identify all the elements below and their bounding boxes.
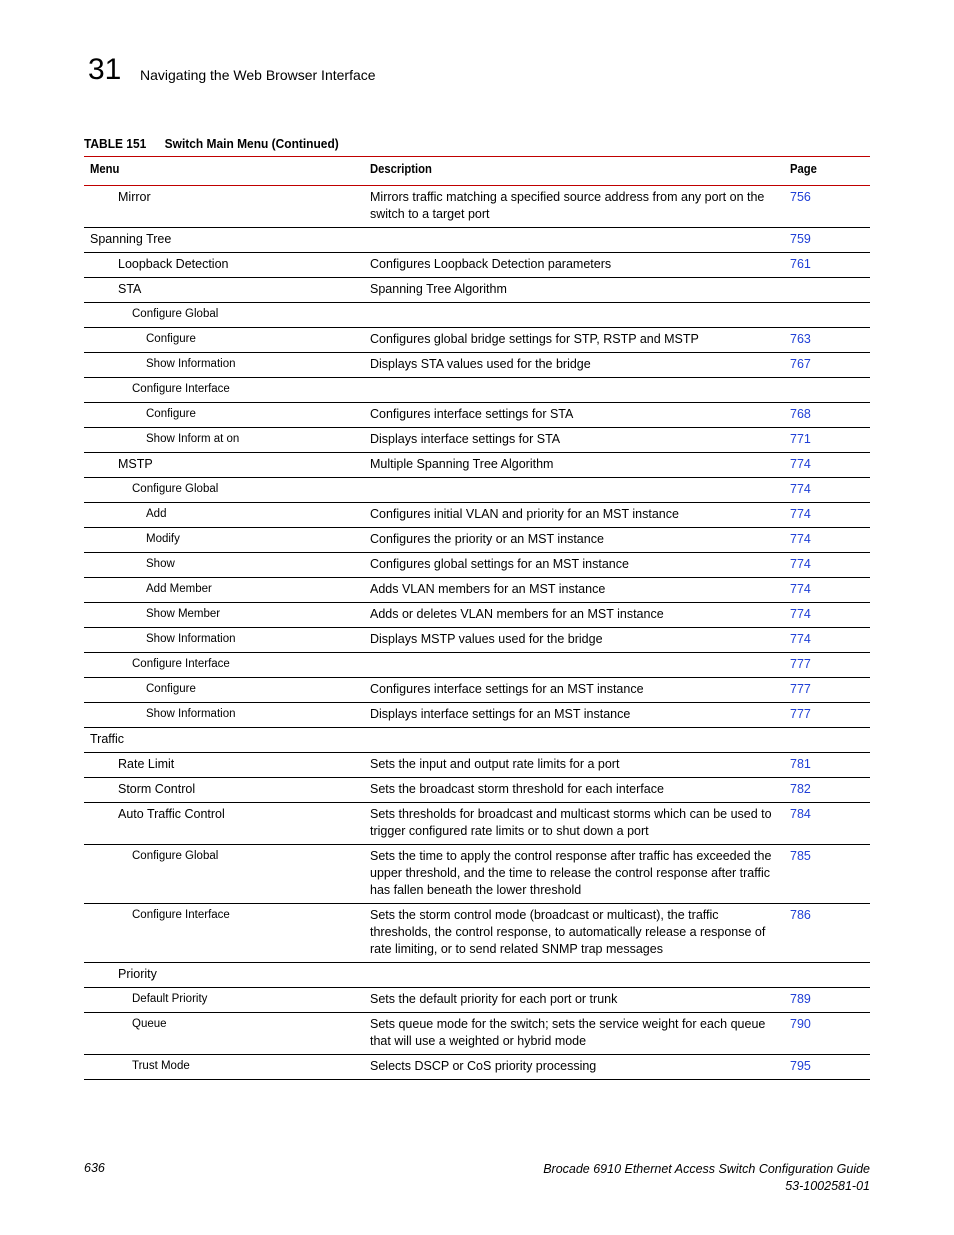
page-link-cell[interactable]: 774	[790, 482, 811, 496]
description-cell: Sets the time to apply the control response after traffic has exceeded the upper threshold, and the time to release the control response after traffic has fallen beneath the lower threshold	[370, 849, 772, 897]
table-row	[84, 228, 870, 253]
menu-cell: Rate Limit	[118, 757, 175, 771]
page-link-cell[interactable]: 786	[790, 908, 811, 922]
menu-cell: Configure Interface	[132, 383, 230, 395]
table-row	[84, 988, 870, 1013]
description-cell: Sets the broadcast storm threshold for each interface	[370, 782, 664, 796]
page-link-cell[interactable]: 789	[790, 992, 811, 1006]
table-row	[84, 1013, 870, 1055]
table-row	[84, 803, 870, 845]
table-row	[84, 1055, 870, 1080]
switch-main-menu-table	[84, 156, 870, 1080]
table-row	[84, 353, 870, 378]
footer-doc-info	[543, 1161, 870, 1195]
page-link-cell[interactable]: 774	[790, 507, 811, 521]
page-link-cell[interactable]: 795	[790, 1059, 811, 1073]
column-header-page: Page	[790, 162, 817, 176]
menu-cell: Show Inform at on	[146, 433, 240, 445]
menu-cell: STA	[118, 282, 142, 296]
page-link-cell[interactable]: 774	[790, 582, 811, 596]
table-row	[84, 963, 870, 988]
menu-table-container	[84, 156, 870, 1080]
menu-cell: Spanning Tree	[90, 232, 172, 246]
chapter-title: Navigating the Web Browser Interface	[140, 67, 376, 83]
page-link-cell[interactable]: 761	[790, 257, 811, 271]
menu-cell: Default Priority	[132, 993, 208, 1005]
table-row	[84, 578, 870, 603]
description-cell: Multiple Spanning Tree Algorithm	[370, 457, 554, 471]
table-row	[84, 253, 870, 278]
menu-cell: MSTP	[118, 457, 153, 471]
description-cell	[364, 963, 784, 988]
description-cell: Mirrors traffic matching a specified source address from any port on the switch to a target port	[370, 190, 765, 221]
table-row	[84, 728, 870, 753]
table-row	[84, 303, 870, 328]
page-link-cell[interactable]: 777	[790, 707, 811, 721]
menu-cell: Modify	[146, 533, 180, 545]
table-row	[84, 553, 870, 578]
table-row	[84, 186, 870, 228]
menu-cell: Show Member	[146, 608, 221, 620]
chapter-number: 31	[88, 53, 122, 86]
menu-cell: Traffic	[90, 732, 125, 746]
menu-cell: Show Information	[146, 633, 236, 645]
description-cell: Configures the priority or an MST instance	[370, 532, 604, 546]
description-cell: Configures interface settings for STA	[370, 407, 574, 421]
menu-cell: Auto Traffic Control	[118, 807, 225, 821]
table-header-row	[84, 157, 870, 186]
menu-cell: Show Information	[146, 358, 236, 370]
page-link-cell[interactable]: 768	[790, 407, 811, 421]
description-cell	[364, 378, 784, 403]
description-cell: Configures global settings for an MST instance	[370, 557, 629, 571]
description-cell: Displays interface settings for an MST instance	[370, 707, 631, 721]
description-cell: Displays STA values used for the bridge	[370, 357, 591, 371]
page-link-cell[interactable]: 774	[790, 632, 811, 646]
page-link-cell[interactable]: 781	[790, 757, 811, 771]
menu-cell: Configure Global	[132, 483, 219, 495]
page-link-cell	[784, 728, 870, 753]
page-link-cell[interactable]: 790	[790, 1017, 811, 1031]
description-cell: Configures global bridge settings for STP, RSTP and MSTP	[370, 332, 699, 346]
menu-cell: Configure	[146, 333, 196, 345]
description-cell: Selects DSCP or CoS priority processing	[370, 1059, 597, 1073]
description-cell: Configures Loopback Detection parameters	[370, 257, 612, 271]
table-row	[84, 845, 870, 904]
page-link-cell[interactable]: 777	[790, 682, 811, 696]
menu-cell: Configure	[146, 683, 196, 695]
table-row	[84, 904, 870, 963]
description-cell	[364, 728, 784, 753]
description-cell: Displays MSTP values used for the bridge	[370, 632, 603, 646]
description-cell	[364, 303, 784, 328]
table-row	[84, 778, 870, 803]
menu-cell: Storm Control	[118, 782, 196, 796]
menu-cell: Configure Interface	[132, 909, 230, 921]
description-cell: Adds or deletes VLAN members for an MST instance	[370, 607, 664, 621]
table-row	[84, 428, 870, 453]
menu-cell: Configure	[146, 408, 196, 420]
menu-cell: Priority	[118, 967, 157, 981]
page-link-cell	[784, 278, 870, 303]
table-row	[84, 603, 870, 628]
table-row	[84, 328, 870, 353]
table-row	[84, 678, 870, 703]
page-link-cell[interactable]: 785	[790, 849, 811, 863]
column-header-description: Description	[370, 162, 432, 176]
page-number: 636	[84, 1161, 105, 1175]
table-row	[84, 453, 870, 478]
table-row	[84, 403, 870, 428]
page-link-cell[interactable]: 774	[790, 607, 811, 621]
menu-cell: Add Member	[146, 583, 212, 595]
page-link-cell[interactable]: 782	[790, 782, 811, 796]
menu-cell: Add	[146, 508, 167, 520]
page-link-cell	[784, 378, 870, 403]
table-row	[84, 478, 870, 503]
table-row	[84, 278, 870, 303]
page-link-cell[interactable]: 777	[790, 657, 811, 671]
table-label: TABLE 151	[84, 136, 147, 151]
description-cell: Displays interface settings for STA	[370, 432, 561, 446]
column-header-menu: Menu	[90, 162, 120, 176]
table-title: Switch Main Menu (Continued)	[164, 136, 339, 151]
table-caption	[84, 136, 339, 151]
page-link-cell[interactable]: 784	[790, 807, 811, 821]
page-link-cell[interactable]: 771	[790, 432, 811, 446]
page-link-cell[interactable]: 774	[790, 457, 811, 471]
table-row	[84, 653, 870, 678]
description-cell: Configures interface settings for an MST instance	[370, 682, 644, 696]
page-link-cell	[784, 303, 870, 328]
menu-cell: Show	[146, 558, 175, 570]
menu-cell: Trust Mode	[132, 1060, 190, 1072]
table-row	[84, 378, 870, 403]
table-row	[84, 628, 870, 653]
description-cell	[364, 478, 784, 503]
description-cell: Sets thresholds for broadcast and multicast storms which can be used to trigger configured rate limits or to shut down a port	[370, 807, 772, 838]
menu-cell: Configure Interface	[132, 658, 230, 670]
menu-cell: Loopback Detection	[118, 257, 229, 271]
page-link-cell[interactable]: 759	[790, 232, 811, 246]
description-cell	[364, 653, 784, 678]
description-cell: Adds VLAN members for an MST instance	[370, 582, 606, 596]
menu-cell: Mirror	[118, 190, 151, 204]
description-cell: Sets queue mode for the switch; sets the service weight for each queue that will use a weighted or hybrid mode	[370, 1017, 766, 1048]
table-row	[84, 528, 870, 553]
description-cell: Spanning Tree Algorithm	[370, 282, 507, 296]
description-cell: Sets the default priority for each port or trunk	[370, 992, 618, 1006]
menu-cell: Configure Global	[132, 308, 219, 320]
page-link-cell[interactable]: 756	[790, 190, 811, 204]
table-row	[84, 753, 870, 778]
page-link-cell[interactable]: 763	[790, 332, 811, 346]
page-link-cell[interactable]: 767	[790, 357, 811, 371]
table-row	[84, 703, 870, 728]
doc-title: Brocade 6910 Ethernet Access Switch Configuration Guide	[543, 1162, 870, 1176]
description-cell: Sets the input and output rate limits for a port	[370, 757, 620, 771]
menu-cell: Configure Global	[132, 850, 219, 862]
table-row	[84, 503, 870, 528]
menu-cell: Queue	[132, 1018, 167, 1030]
description-cell	[364, 228, 784, 253]
description-cell: Configures initial VLAN and priority for an MST instance	[370, 507, 679, 521]
table-body	[84, 186, 870, 1080]
page-link-cell	[784, 963, 870, 988]
page-link-cell[interactable]: 774	[790, 557, 811, 571]
menu-cell: Show Information	[146, 708, 236, 720]
description-cell: Sets the storm control mode (broadcast or multicast), the traffic thresholds, the control response, to automatically release a response of rate limiting, or to send related SNMP trap messages	[370, 908, 766, 956]
page-link-cell[interactable]: 774	[790, 532, 811, 546]
doc-number: 53-1002581-01	[785, 1179, 870, 1193]
